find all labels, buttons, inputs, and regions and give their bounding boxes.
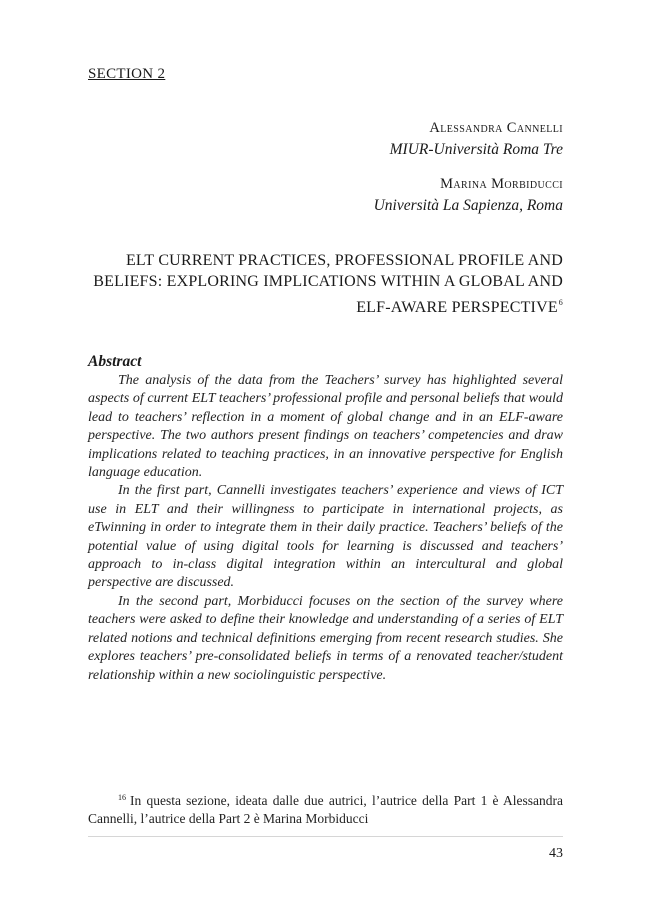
author-affiliation: MIUR-Università Roma Tre (389, 141, 563, 158)
title-line: ELF-AWARE PERSPECTIVE (356, 299, 558, 316)
footnote-mark: 16 (118, 793, 126, 802)
title-line: BELIEFS: EXPLORING IMPLICATIONS WITHIN A GLOBAL AND (93, 273, 563, 290)
author-block-1 (390, 120, 563, 159)
paper-title (88, 250, 563, 318)
author-name: Marina Morbiducci (440, 176, 563, 192)
title-line: ELT CURRENT PRACTICES, PROFESSIONAL PROFILE AND (125, 252, 563, 269)
abstract-paragraph: In the second part, Morbiducci focuses on the section of the survey where teachers were asked to define their knowledge and understanding of a series of ELT related notions and technical definitions emerging from recent research studies. She explores teachers’ pre-consolidated beliefs in terms of a renovated teacher/student relationship within a new sociolinguistic perspective. (88, 593, 563, 683)
author-name: Alessandra Cannelli (429, 120, 563, 136)
section-heading: SECTION 2 (88, 66, 166, 82)
footnote (88, 789, 563, 828)
abstract-body (88, 372, 563, 685)
author-affiliation: Università La Sapienza, Roma (373, 197, 563, 214)
author-block-2 (374, 176, 563, 215)
abstract-paragraph: The analysis of the data from the Teachers’ survey has highlighted several aspects of current ELT teachers’ professional profile and personal beliefs that would lead to teachers’ reflection in a moment of global change and in an ELF-aware perspective. The two authors present findings on teachers’ competencies and draw implications related to teaching practices, in an innovative perspective for English language education. (88, 373, 563, 481)
footnote-text: In questa sezione, ideata dalle due autrici, l’autrice della Part 1 è Alessandra Cannelli, l’autrice della Part 2 è Marina Morbiducci (88, 793, 563, 826)
footer-divider (88, 836, 563, 837)
title-line-last (88, 292, 563, 318)
title-footnote-mark[interactable]: 6 (558, 298, 563, 307)
abstract-paragraph: In the first part, Cannelli investigates teachers’ experience and views of ICT use in ELT and their willingness to participate in international projects, as eTwinning in order to integrate them in their daily practice. Teachers’ beliefs of the potential value of using digital tools for learning is discussed and teachers’ approach to in-class digital integration within an intercultural and global perspective are discussed. (88, 483, 563, 591)
abstract-heading: Abstract (88, 353, 142, 370)
page-number: 43 (549, 846, 563, 861)
